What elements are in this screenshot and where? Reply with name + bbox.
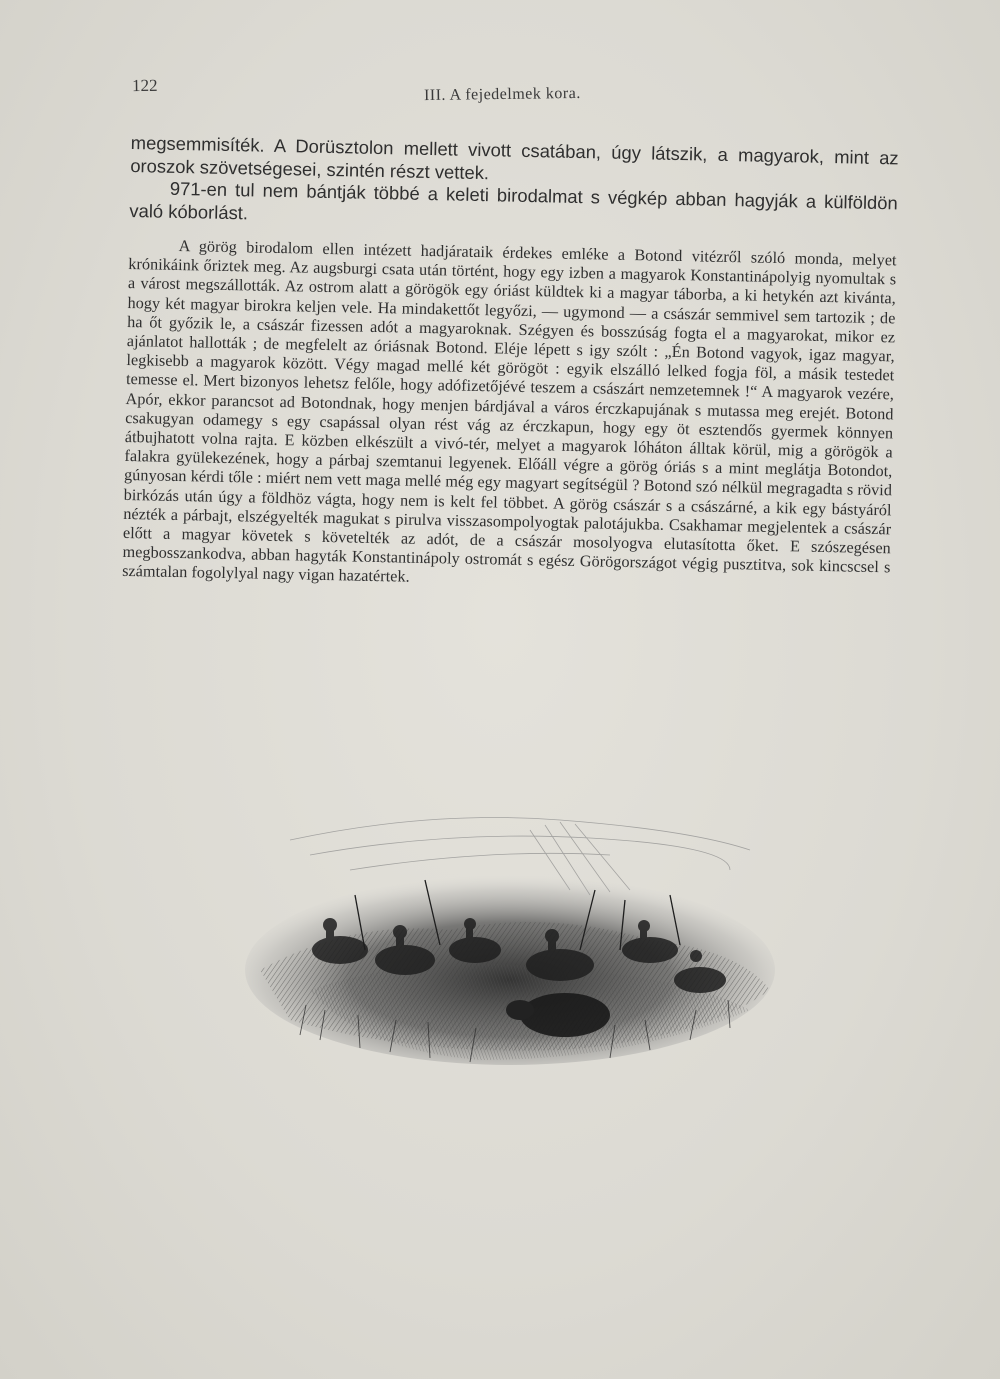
paragraph-971: 971-en tul nem bántják többé a keleti birodalmat s végkép abban hagyják a külföldön való kóborlást. bbox=[129, 177, 898, 223]
paragraph-intro: megsemmisíték. A Dorüsztolon mellett vivott csatában, úgy látszik, a magyarok, mint az oroszok szövetségesei, szintén részt vettek. bbox=[130, 132, 899, 183]
page-number: 122 bbox=[131, 75, 158, 96]
paragraph-botond-legend: A görög birodalom ellen intézett hadjárataik érdekes emléke a Botond vitézről szóló monda, melyet krónikáink őriztek meg. Az augsburgi csata után történt, hogy egy izben a magyarok Konstantinápolyig nyomultak s a várost megszállották. Az ostrom alatt a görögök egy óriást küldtek ki a magyar táborba, a ki hetykén azt kivánta, hogy két magyar birokra keljen vele. Ha mindakettőt legyőzi, — ugymond — a császár semmivel sem tartozik ; de ha őt győzik le, a császár fizessen adót a magyaroknak. Szégyen és bosszúság fogta el a magyarokat, mikor ez ajánlatot hallották ; de megfelelt az óriásnak Botond. Eléje lépett s igy szólt : „Én Botond vagyok, igaz magyar, legkisebb a magyarok között. Végy magad mellé két görögöt : egyik elszálló lelked fogja föl, a másik testedet temesse el. Mert bizonyos lehetsz felőle, hogy adófizetőjévé teszem a császárt nemzetemnek !“ A magyarok vezére, Apór, ekkor parancsot ad Botondnak, hogy menjen bárdjával a város érczkapujának s mutassa meg erejét. Botond csakugyan odamegy s egy csapással olyan rést vág az érczkapun, hogy egy öt esztendős gyermek könnyen átbujhatott volna rajta. E közben elkészült a vivó-tér, melyet a magyarok lóháton álltak körül, mig a görögök a falakra gyülekezének, hogy a párbaj szemtanui legyenek. Előáll végre a görög óriás s a mint meglátja Botondot, gúnyosan kérdi tőle : miért nem vett maga mellé még egy magyart segítségül ? Botond szó nélkül megragadta s rövid birkózás után úgy a földhöz vágta, hogy nem is kelt fel többet. A görög császár s a császárné, a kik egy bástyáról nézték a párbajt, elszégyelték magukat s pirulva visszasompolyogtak palotájukba. Csakhamar megjelentek a császár előtt a magyar követek s követelték az adót, de a császár mosolyogva elutasította őket. E szószegésen megbosszankodva, abban hagyták Konstantinápoly ostromát s egész Görögországot végig pusztitva, sok kincscsel s számtalan fogolylyal nagy vigan hazatértek. bbox=[121, 236, 897, 587]
body-text bbox=[122, 132, 899, 597]
battle-engraving bbox=[230, 800, 790, 1090]
running-title: III. A fejedelmek kora. bbox=[423, 84, 581, 105]
